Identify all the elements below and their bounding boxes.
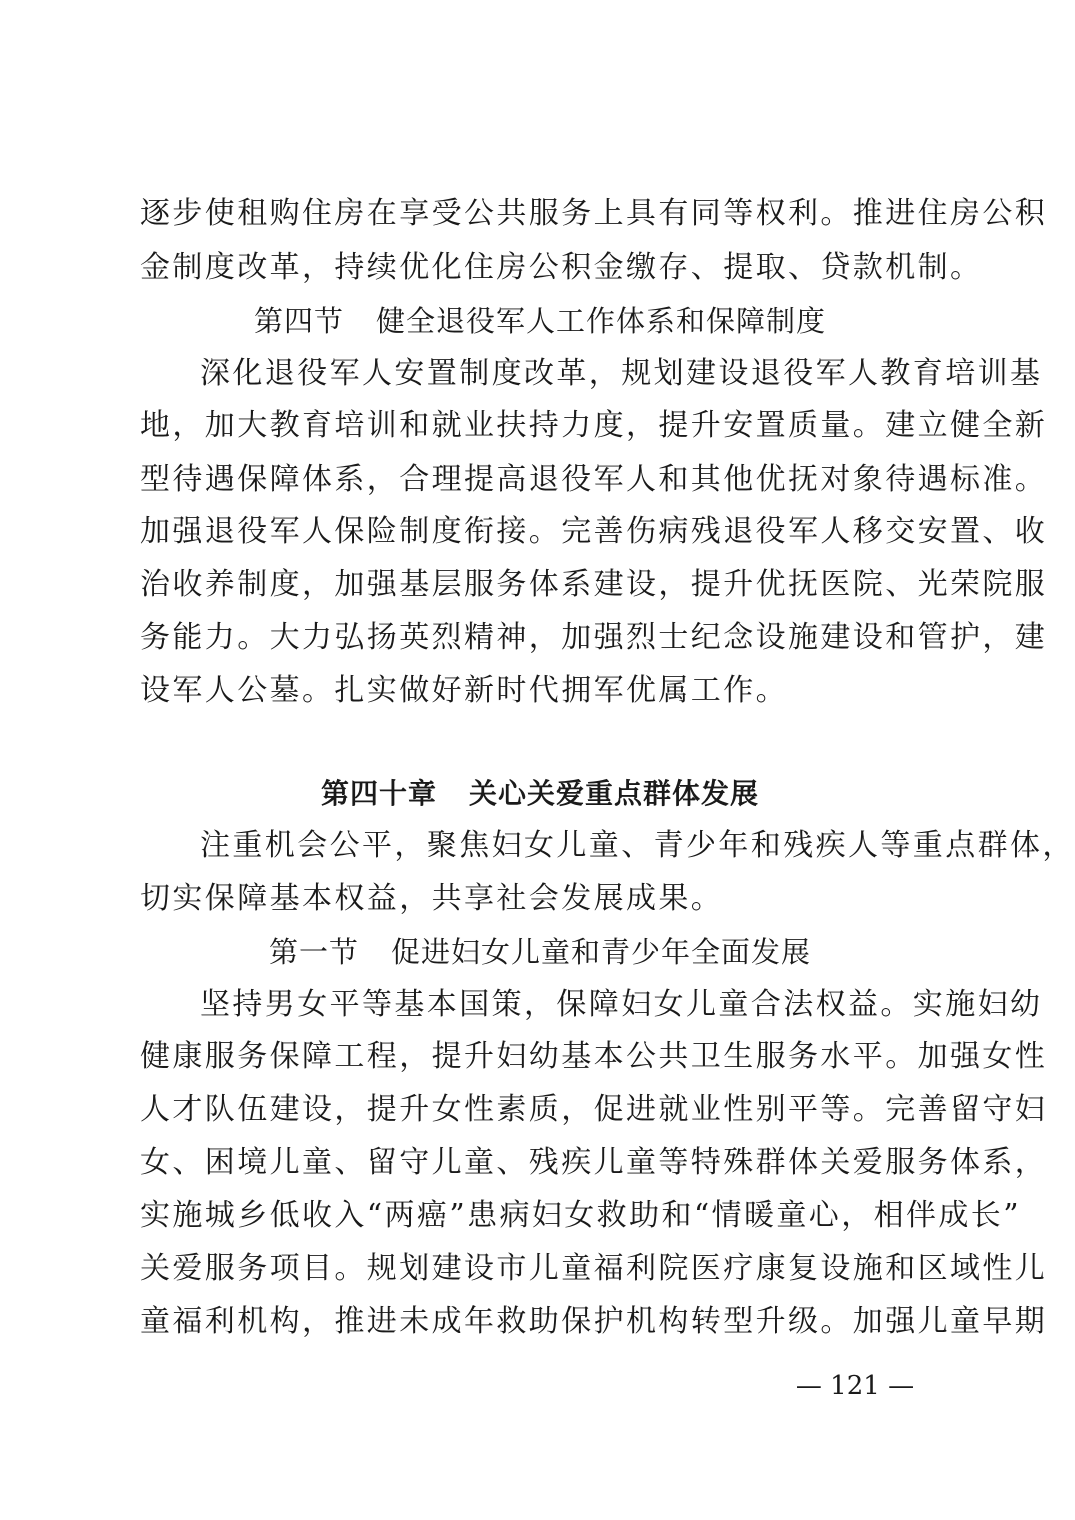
page-number: — 121 — (795, 1371, 915, 1401)
body-text-line: 童福利机构，推进未成年救助保护机构转型升级。加强儿童早期 (140, 1304, 1048, 1339)
section-title: 促进妇女儿童和青少年全面发展 (391, 935, 812, 969)
body-text-line: 务能力。大力弘扬英烈精神，加强烈士纪念设施建设和管护，建 (140, 620, 1048, 655)
body-text-line: 女、困境儿童、留守儿童、残疾儿童等特殊群体关爱服务体系， (140, 1145, 1048, 1180)
body-text-line: 地，加大教育培训和就业扶持力度，提升安置质量。建立健全新 (140, 408, 1048, 443)
body-text-line: 切实保障基本权益，共享社会发展成果。 (140, 881, 724, 916)
body-text-line: 设军人公墓。扎实做好新时代拥军优属工作。 (140, 673, 788, 708)
section-title: 健全退役军人工作体系和保障制度 (376, 304, 827, 338)
body-text-line: 实施城乡低收入“两癌”患病妇女救助和“情暖童心，相伴成长” (140, 1198, 1021, 1233)
body-text-line: 健康服务保障工程，提升妇幼基本公共卫生服务水平。加强女性 (140, 1039, 1048, 1074)
chapter-number: 第四十章 (320, 777, 437, 810)
body-text-line: 逐步使租购住房在享受公共服务上具有同等权利。推进住房公积 (140, 196, 1048, 231)
body-text-line: 治收养制度，加强基层服务体系建设，提升优抚医院、光荣院服 (140, 567, 1048, 602)
section-heading (140, 301, 940, 341)
section-number: 第一节 (268, 935, 359, 969)
chapter-title: 关心关爱重点群体发展 (469, 777, 760, 810)
section-number: 第四节 (253, 304, 344, 338)
body-text-line: 型待遇保障体系，合理提高退役军人和其他优抚对象待遇标准。 (140, 462, 1048, 497)
paragraph-first-line: 坚持男女平等基本国策，保障妇女儿童合法权益。实施妇幼 (200, 987, 1043, 1022)
body-text-line: 关爱服务项目。规划建设市儿童福利院医疗康复设施和区域性儿 (140, 1251, 1048, 1286)
body-text-line: 加强退役军人保险制度衔接。完善伤病残退役军人移交安置、收 (140, 514, 1048, 549)
body-text-line: 金制度改革，持续优化住房公积金缴存、提取、贷款机制。 (140, 250, 983, 285)
section-heading (140, 932, 940, 972)
chapter-heading (140, 774, 940, 814)
body-text-line: 人才队伍建设，提升女性素质，促进就业性别平等。完善留守妇 (140, 1092, 1048, 1127)
paragraph-first-line: 注重机会公平，聚焦妇女儿童、青少年和残疾人等重点群体， (200, 828, 1075, 863)
paragraph-first-line: 深化退役军人安置制度改革，规划建设退役军人教育培训基 (200, 356, 1043, 391)
